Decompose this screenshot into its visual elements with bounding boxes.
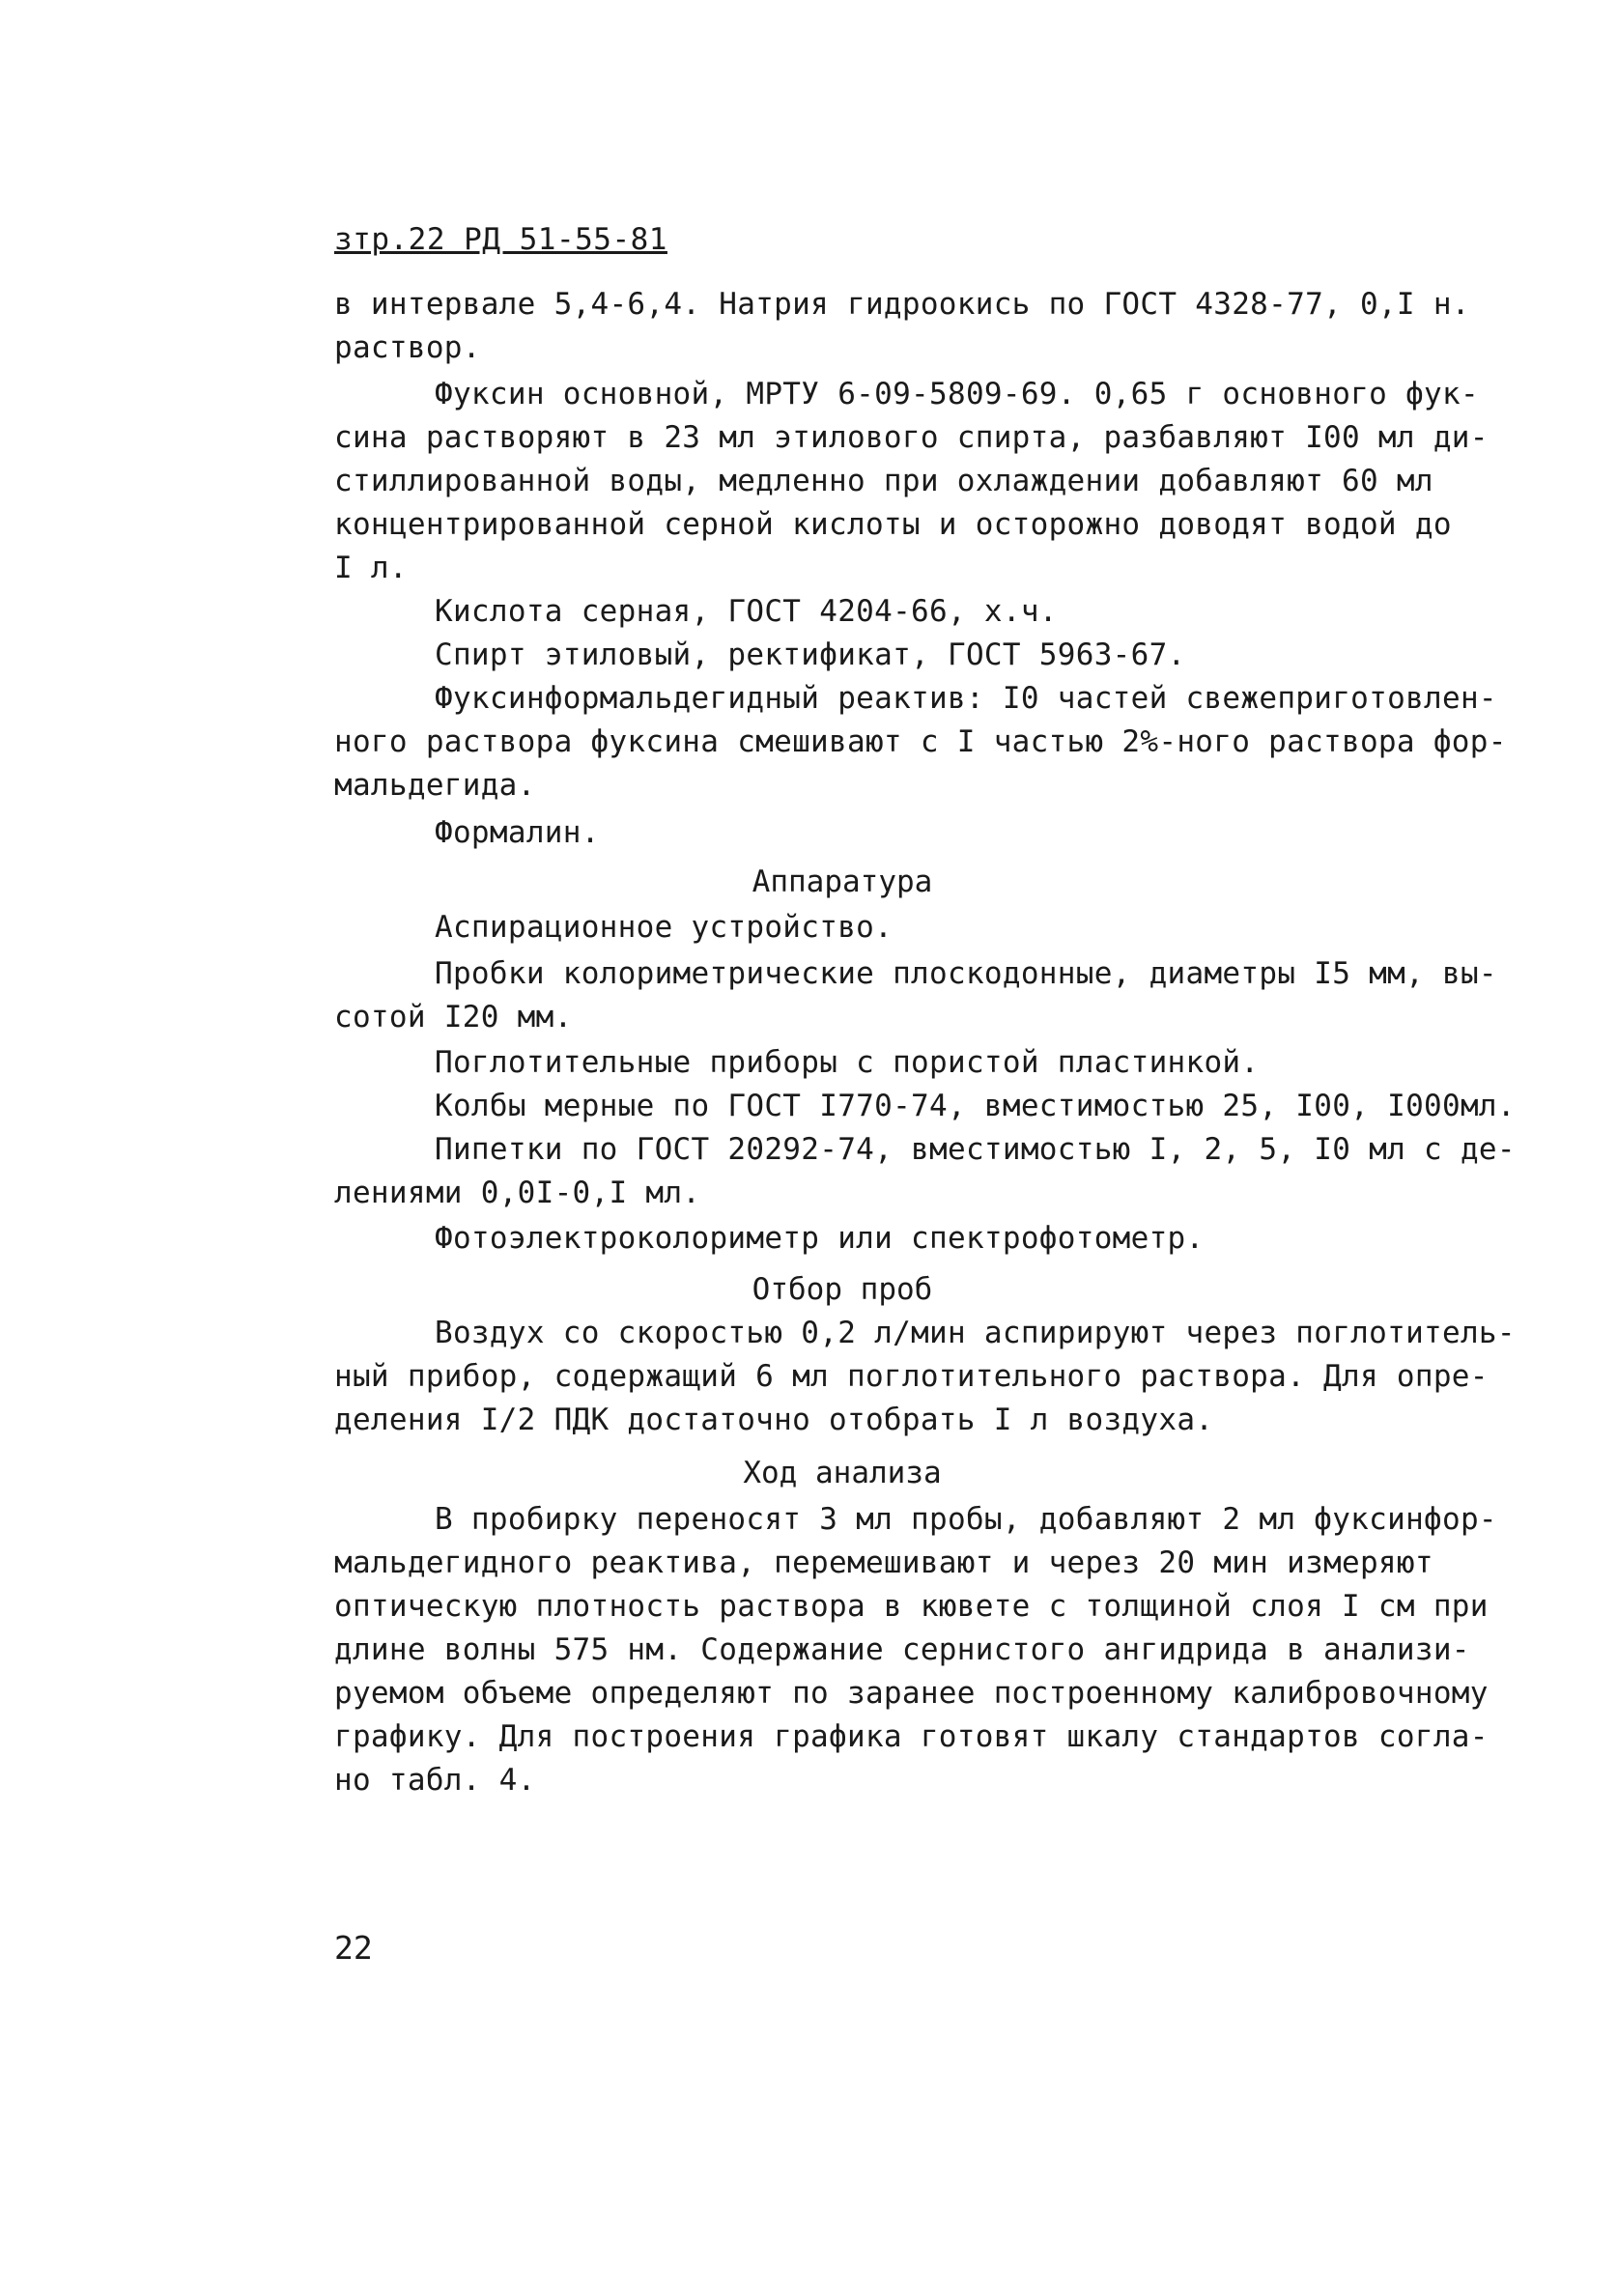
- analysis-line-3: оптическую плотность раствора в кювете с толщиной слоя I см при: [334, 1589, 1489, 1624]
- reagents-line-10: Фуксинформальдегидный реактив: I0 частей свежеприготовлен-: [435, 681, 1497, 716]
- reagents-line-7: I л.: [334, 551, 408, 585]
- apparatus-line-5: Колбы мерные по ГОСТ I770-74, вместимостью 25, I00, I000мл.: [435, 1089, 1516, 1123]
- apparatus-line-7: лениями 0,0I-0,I мл.: [334, 1176, 701, 1210]
- apparatus-heading: Аппаратура: [752, 865, 933, 899]
- reagents-line-13: Формалин.: [435, 815, 600, 850]
- apparatus-line-6: Пипетки по ГОСТ 20292-74, вместимостью I, 2, 5, I0 мл с де-: [435, 1132, 1516, 1167]
- apparatus-line-4: Поглотительные приборы с пористой пластинкой.: [435, 1045, 1260, 1080]
- sampling-line-1: Воздух со скоростью 0,2 л/мин аспирируют через поглотитель-: [435, 1316, 1516, 1350]
- reagents-line-2: раствор.: [334, 330, 481, 365]
- apparatus-line-8: Фотоэлектроколориметр или спектрофотометр.: [435, 1221, 1205, 1256]
- reagents-line-1: в интервале 5,4-6,4. Натрия гидроокись по ГОСТ 4328-77, 0,I н.: [334, 287, 1470, 322]
- apparatus-line-3: сотой I20 мм.: [334, 1000, 573, 1035]
- reagents-line-6: концентрированной серной кислоты и осторожно доводят водой до: [334, 507, 1452, 542]
- analysis-line-5: руемом объеме определяют по заранее построенному калибровочному: [334, 1676, 1489, 1711]
- reagents-line-5: стиллированной воды, медленно при охлаждении добавляют 60 мл: [334, 464, 1433, 498]
- analysis-line-2: мальдегидного реактива, перемешивают и через 20 мин измеряют: [334, 1545, 1433, 1580]
- reagents-line-9: Спирт этиловый, ректификат, ГОСТ 5963-67.: [435, 638, 1186, 672]
- analysis-line-6: графику. Для построения графика готовят шкалу стандартов согла-: [334, 1719, 1489, 1754]
- reagents-line-4: сина растворяют в 23 мл этилового спирта, разбавляют I00 мл ди-: [334, 420, 1489, 455]
- apparatus-line-2: Пробки колориметрические плоскодонные, диаметры I5 мм, вы-: [435, 956, 1497, 991]
- sampling-line-3: деления I/2 ПДК достаточно отобрать I л воздуха.: [334, 1403, 1214, 1437]
- sampling-heading: Отбор проб: [752, 1272, 933, 1307]
- reagents-line-11: ного раствора фуксина смешивают с I частью 2%-ного раствора фор-: [334, 724, 1507, 759]
- reagents-line-8: Кислота серная, ГОСТ 4204-66, х.ч.: [435, 594, 1058, 629]
- sampling-line-2: ный прибор, содержащий 6 мл поглотительного раствора. Для опре-: [334, 1359, 1489, 1394]
- analysis-heading: Ход анализа: [743, 1456, 942, 1490]
- analysis-line-7: но табл. 4.: [334, 1763, 536, 1798]
- page-number: 22: [334, 1929, 373, 1967]
- reagents-line-3: Фуксин основной, МРТУ 6-09-5809-69. 0,65 г основного фук-: [435, 377, 1479, 411]
- analysis-line-1: В пробирку переносят 3 мл пробы, добавляют 2 мл фуксинфор-: [435, 1502, 1497, 1537]
- page-header: зтр.22 РД 51-55-81: [334, 222, 667, 257]
- reagents-line-12: мальдегида.: [334, 768, 536, 803]
- analysis-line-4: длине волны 575 нм. Содержание сернистого ангидрида в анализи-: [334, 1632, 1470, 1667]
- apparatus-line-1: Аспирационное устройство.: [435, 910, 894, 945]
